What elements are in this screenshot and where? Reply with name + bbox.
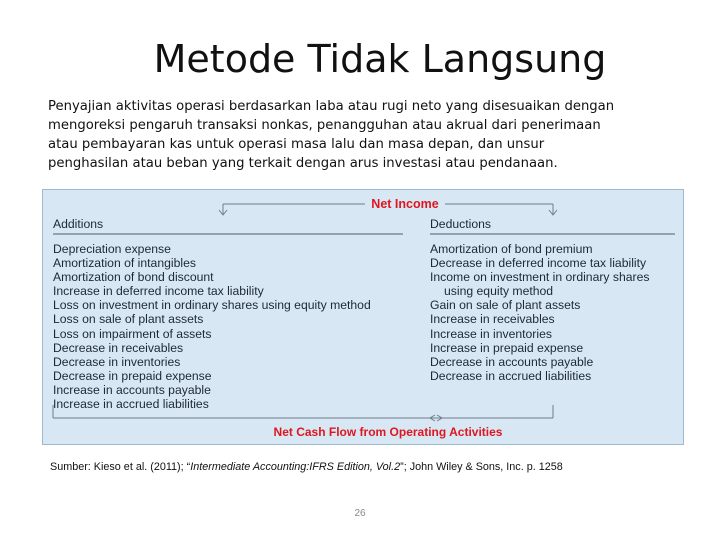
source-prefix: Sumber: Kieso et al. (2011); “	[50, 461, 191, 473]
list-item: Decrease in deferred income tax liability	[430, 256, 647, 271]
list-item: Amortization of bond premium	[430, 242, 593, 256]
deductions-heading: Deductions	[430, 217, 491, 231]
slide-title: Metode Tidak Langsung	[153, 37, 607, 81]
list-item: Increase in deferred income tax liability	[53, 284, 264, 299]
list-item: Increase in accounts payable	[53, 382, 211, 397]
list-item: Loss on impairment of assets	[53, 326, 212, 341]
list-item: Decrease in prepaid expense	[53, 368, 212, 383]
source-suffix: ”; John Wiley & Sons, Inc. p. 1258	[400, 461, 563, 473]
net-income-label: Net Income	[365, 197, 445, 211]
page-number: 26	[354, 508, 366, 519]
list-item: Decrease in accrued liabilities	[430, 368, 592, 383]
list-item: Loss on investment in ordinary shares using equity method	[53, 298, 371, 313]
list-item: Amortization of bond discount	[53, 270, 214, 285]
list-item: using equity method	[444, 284, 554, 299]
list-item: Amortization of intangibles	[53, 256, 196, 271]
indirect-method-diagram	[42, 189, 684, 445]
source-book-title: Intermediate Accounting:IFRS Edition, Vol.2	[190, 461, 401, 473]
source-citation	[50, 461, 563, 473]
list-item: Decrease in inventories	[53, 354, 181, 369]
net-cash-flow-label: Net Cash Flow from Operating Activities	[273, 425, 503, 439]
intro-line: atau pembayaran kas untuk operasi masa lalu dan masa depan, dan unsur	[48, 137, 545, 152]
list-item: Income on investment in ordinary shares	[430, 270, 650, 285]
list-item: Increase in prepaid expense	[430, 340, 584, 355]
list-item: Depreciation expense	[53, 242, 171, 256]
intro-paragraph	[48, 97, 648, 173]
list-item: Increase in receivables	[430, 312, 555, 327]
intro-line: penghasilan atau beban yang terkait dengan arus investasi atau pendanaan.	[48, 156, 558, 171]
list-item: Increase in accrued liabilities	[53, 397, 209, 412]
list-item: Decrease in receivables	[53, 340, 184, 355]
list-item: Increase in inventories	[430, 326, 552, 341]
intro-line: mengoreksi pengaruh transaksi nonkas, penangguhan atau akrual dari penerimaan	[48, 118, 601, 133]
list-item: Decrease in accounts payable	[430, 354, 594, 369]
additions-heading: Additions	[53, 217, 104, 231]
list-item: Gain on sale of plant assets	[430, 298, 581, 313]
intro-line: Penyajian aktivitas operasi berdasarkan laba atau rugi neto yang disesuaikan dengan	[48, 99, 615, 114]
list-item: Loss on sale of plant assets	[53, 312, 204, 327]
